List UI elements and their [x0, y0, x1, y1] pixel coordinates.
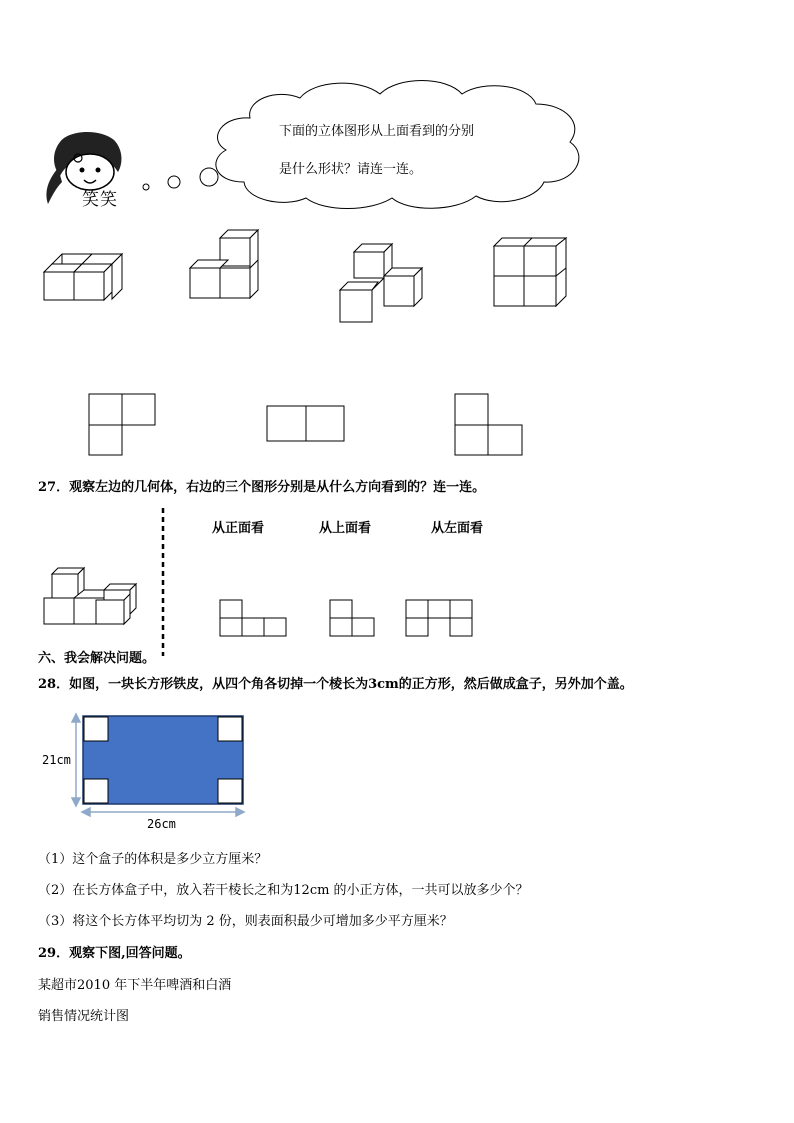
q27-figure: [0, 508, 794, 658]
solid-figure-2: [190, 230, 258, 298]
view-shape-b: [330, 600, 374, 636]
view-shape-a: [220, 600, 286, 636]
mascot-label: 笑笑: [82, 190, 118, 210]
iron-sheet-diagram: [0, 708, 794, 828]
corner-square-bottom-right: [218, 779, 242, 803]
top-view-shapes-row: [0, 390, 794, 460]
q28-sub-2: （2）在长方体盒子中，放入若干棱长之和为12cm 的小正方体，一共可以放多少个？: [38, 883, 529, 898]
thought-bubble-graphic: [0, 0, 794, 230]
top-view-shape-2: [267, 406, 344, 441]
section-6-heading: 六、我会解决问题。: [38, 651, 156, 666]
question-29-text: 29．观察下图,回答问题。: [38, 946, 191, 961]
chart-caption-line-1: 某超市2010 年下半年啤酒和白酒: [38, 978, 232, 993]
q28-sub-1: （1）这个盒子的体积是多少立方厘米？: [38, 852, 268, 867]
solid-figure-1: [44, 254, 122, 300]
bubble-line-2: 是什么形状？请连一连。: [279, 162, 423, 177]
top-view-shape-3: [455, 394, 522, 455]
chart-caption-line-2: 销售情况统计图: [38, 1009, 130, 1024]
corner-square-top-left: [84, 717, 108, 741]
view-label-front: 从正面看: [212, 521, 265, 536]
solid-figure-3: [340, 244, 422, 322]
view-label-left: 从左面看: [431, 521, 484, 536]
corner-square-top-right: [218, 717, 242, 741]
corner-square-bottom-left: [84, 779, 108, 803]
q28-sub-3: （3）将这个长方体平均切为 2 份，则表面积最少可增加多少平方厘米？: [38, 914, 453, 929]
view-shape-c: [406, 600, 472, 636]
width-label: 26cm: [147, 817, 176, 831]
question-28-text: 28．如图，一块长方形铁皮，从四个角各切掉一个棱长为3cm的正方形，然后做成盒子，另外加个盖。: [38, 677, 633, 692]
solid-figures-row: [0, 224, 794, 334]
top-view-shape-1: [89, 394, 155, 455]
height-arrow: [72, 714, 80, 806]
solid-figure-4: [494, 238, 566, 306]
question-27-text: 27．观察左边的几何体，右边的三个图形分别是从什么方向看到的？连一连。: [38, 480, 486, 495]
bubble-line-1: 下面的立体图形从上面看到的分别: [279, 124, 475, 139]
q27-solid: [44, 568, 136, 624]
view-label-top: 从上面看: [319, 521, 372, 536]
width-arrow: [82, 808, 244, 816]
height-label: 21cm: [42, 753, 71, 767]
